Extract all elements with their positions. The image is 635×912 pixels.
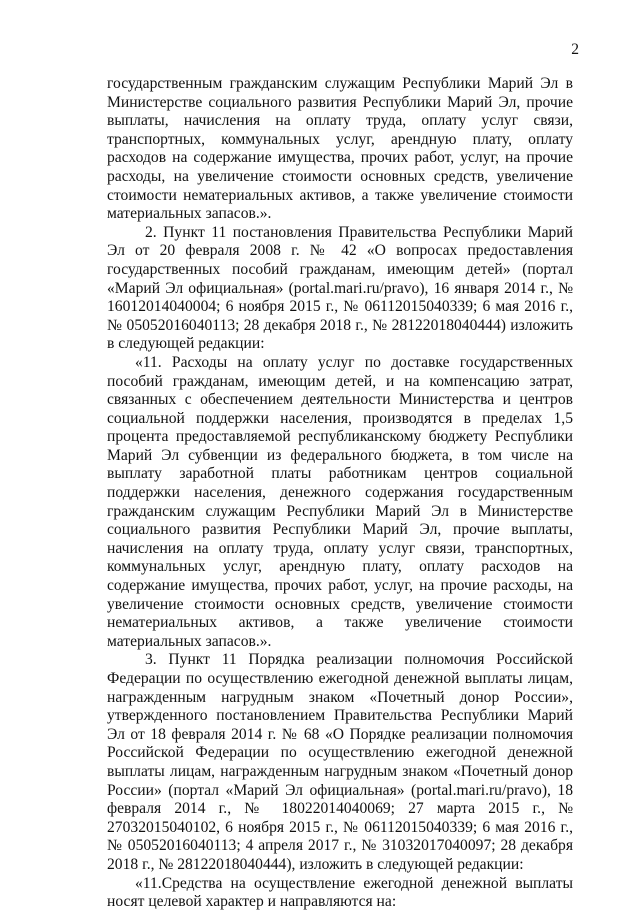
paragraph-continuation: государственным гражданским служащим Республики Марий Эл в Министерстве социального развития Республики Марий Эл, прочие выплаты, начисления на оплату труда, оплату услуг связи, транспортных, коммунальных услуг, арендную плату, оплату расходов на содержание имущества, прочих работ, услуг, на прочие расходы, на увеличение стоимости основных средств, увеличение стоимости нематериальных активов, а также увеличение стоимости материальных запасов.».: [107, 75, 573, 223]
paragraph-item-2: 2. Пункт 11 постановления Правительства Республики Марий Эл от 20 февраля 2008 г. № 42 «О вопросах предоставления государственных пособий гражданам, имеющим детей» (портал «Марий Эл официальная» (portal.mari.ru/pravo), 16 января 2014 г., № 16012014040004; 6 ноября 2015 г., № 06112015040339; 6 мая 2016 г., № 05052016040113; 28 декабря 2018 г., № 28122018040444) изложить в следующей редакции:: [107, 223, 573, 353]
page-number: 2: [571, 41, 579, 58]
document-body: [107, 75, 573, 912]
paragraph-item-3: 3. Пункт 11 Порядка реализации полномочия Российской Федерации по осуществлению ежегодной денежной выплаты лицам, награжденным нагрудным знаком «Почетный донор России», утвержденного постановлением Правительства Республики Марий Эл от 18 февраля 2014 г. № 68 «О Порядке реализации полномочия Российской Федерации по осуществлению ежегодной денежной выплаты лицам, награжденным нагрудным знаком «Почетный донор России» (портал «Марий Эл официальная» (portal.mari.ru/pravo), 18 февраля 2014 г., № 18022014040069; 27 марта 2015 г., № 27032015040102, 6 ноября 2015 г., № 06112015040339; 6 мая 2016 г., № 05052016040113; 4 апреля 2017 г., № 31032017040097; 28 декабря 2018 г., № 28122018040444), изложить в следующей редакции:: [107, 651, 573, 873]
paragraph-quote-item-11-funds: «11.Средства на осуществление ежегодной денежной выплаты носят целевой характер и направляются на:: [107, 874, 573, 911]
paragraph-quote-item-11: «11. Расходы на оплату услуг по доставке государственных пособий гражданам, имеющим детей, и на компенсацию затрат, связанных с обеспечением деятельности Министерства и центров социальной поддержки населения, производятся в пределах 1,5 процента предоставляемой республиканскому бюджету Республики Марий Эл субвенции из федерального бюджета, в том числе на выплату заработной платы работникам центров социальной поддержки населения, денежного содержания государственным гражданским служащим Республики Марий Эл в Министерстве социального развития Республики Марий Эл, прочие выплаты, начисления на оплату труда, оплату услуг связи, транспортных, коммунальных услуг, арендную плату, оплату расходов на содержание имущества, прочих работ, услуг, на прочие расходы, на увеличение стоимости основных средств, увеличение стоимости нематериальных активов, а также увеличение стоимости материальных запасов.».: [107, 353, 573, 650]
